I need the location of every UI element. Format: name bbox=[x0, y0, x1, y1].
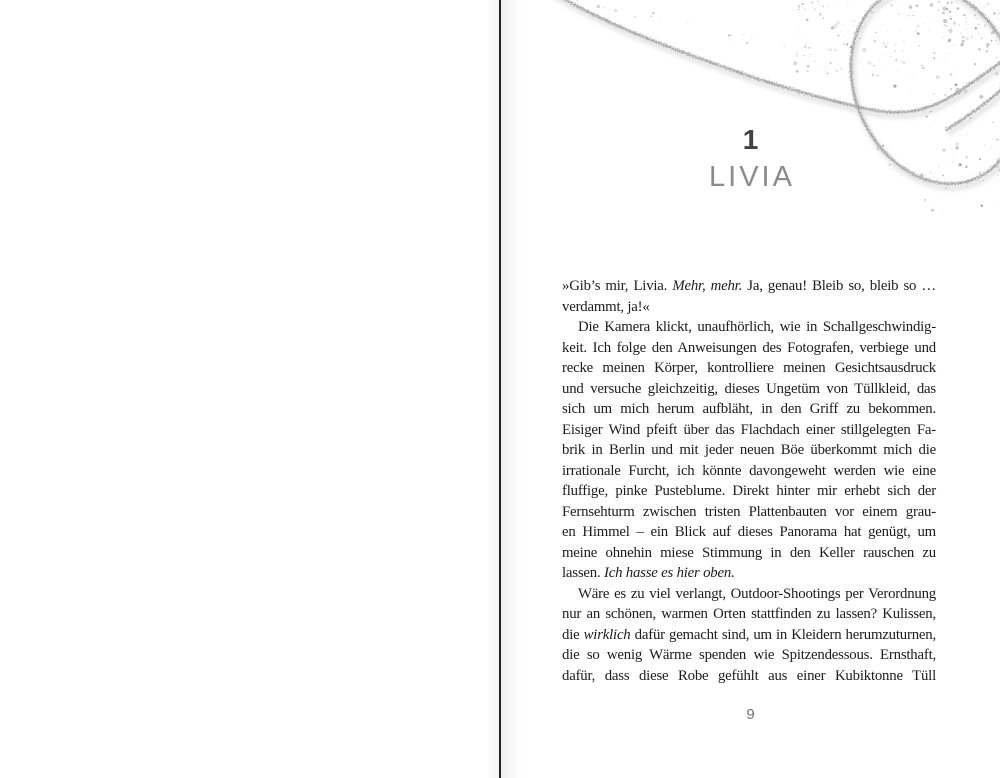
chapter-title: LIVIA bbox=[709, 161, 795, 193]
text-line: nur an schönen, warmen Orten stattfinden zu lassen? Kulissen, bbox=[562, 606, 936, 622]
text-line: »Gib’s mir, Livia. Mehr, mehr. Ja, genau! Bleib so, bleib so … bbox=[562, 278, 937, 294]
gutter-divider-line bbox=[499, 0, 501, 778]
glitter-sweep-shadow bbox=[554, 0, 1000, 116]
text-line: die wirklich dafür gemacht sind, um in Kleidern herumzuturnen, bbox=[562, 626, 936, 643]
glitter-sweep-path bbox=[552, 0, 1000, 112]
right-page bbox=[501, 0, 1000, 778]
left-page-blank bbox=[0, 0, 499, 778]
text-line: dafür, dass diese Robe gefühlt aus einer Kubiktonne Tüll bbox=[562, 667, 936, 684]
text-line: irrationale Furcht, ich könnte davongeweht werden wie eine bbox=[562, 462, 936, 479]
chapter-number: 1 bbox=[742, 124, 759, 155]
text-line: Eisiger Wind pfeift über das Flachdach einer stillgelegten Fa- bbox=[562, 421, 936, 438]
text-line: brik in Berlin und mit jeder neuen Böe überkommt mich die bbox=[562, 442, 936, 458]
glitter-sweep-sparkle bbox=[552, 0, 1000, 112]
page-number: 9 bbox=[746, 706, 755, 723]
text-line: recke meinen Körper, kontrolliere meinen Gesichtsausdruck bbox=[562, 360, 936, 376]
text-line: Fernsehturm zwischen tristen Plattenbauten vor einem grau- bbox=[562, 503, 936, 520]
text-line: Die Kamera klickt, unaufhörlich, wie in Schallgeschwindig- bbox=[578, 319, 936, 335]
gutter-shadow-left bbox=[486, 0, 499, 778]
text-line: verdammt, ja!« bbox=[562, 298, 650, 315]
text-line: Wäre es zu viel verlangt, Outdoor-Shootings per Verordnung bbox=[578, 585, 936, 602]
text-line: lassen. Ich hasse es hier oben. bbox=[562, 565, 735, 581]
gutter-shadow-right bbox=[501, 0, 523, 778]
text-line: keit. Ich folge den Anweisungen des Fotografen, verbiege und bbox=[562, 339, 936, 356]
text-line: und versuche gleichzeitig, dieses Ungetüm von Tüllkleid, das bbox=[562, 380, 936, 397]
chapter-body-text bbox=[562, 276, 936, 686]
text-line: en Himmel – ein Blick auf dieses Panorama hat genügt, um bbox=[562, 524, 936, 540]
text-line: sich um mich herum aufbläht, in den Griff zu bekommen. bbox=[562, 401, 936, 417]
text-line: die so wenig Wärme spenden wie Spitzendessous. Ernsthaft, bbox=[562, 647, 936, 663]
text-line: fluffige, pinke Pusteblume. Direkt hinter mir erhebt sich der bbox=[562, 483, 936, 499]
text-line: meine ohnehin miese Stimmung in den Keller rauschen zu bbox=[562, 544, 936, 561]
